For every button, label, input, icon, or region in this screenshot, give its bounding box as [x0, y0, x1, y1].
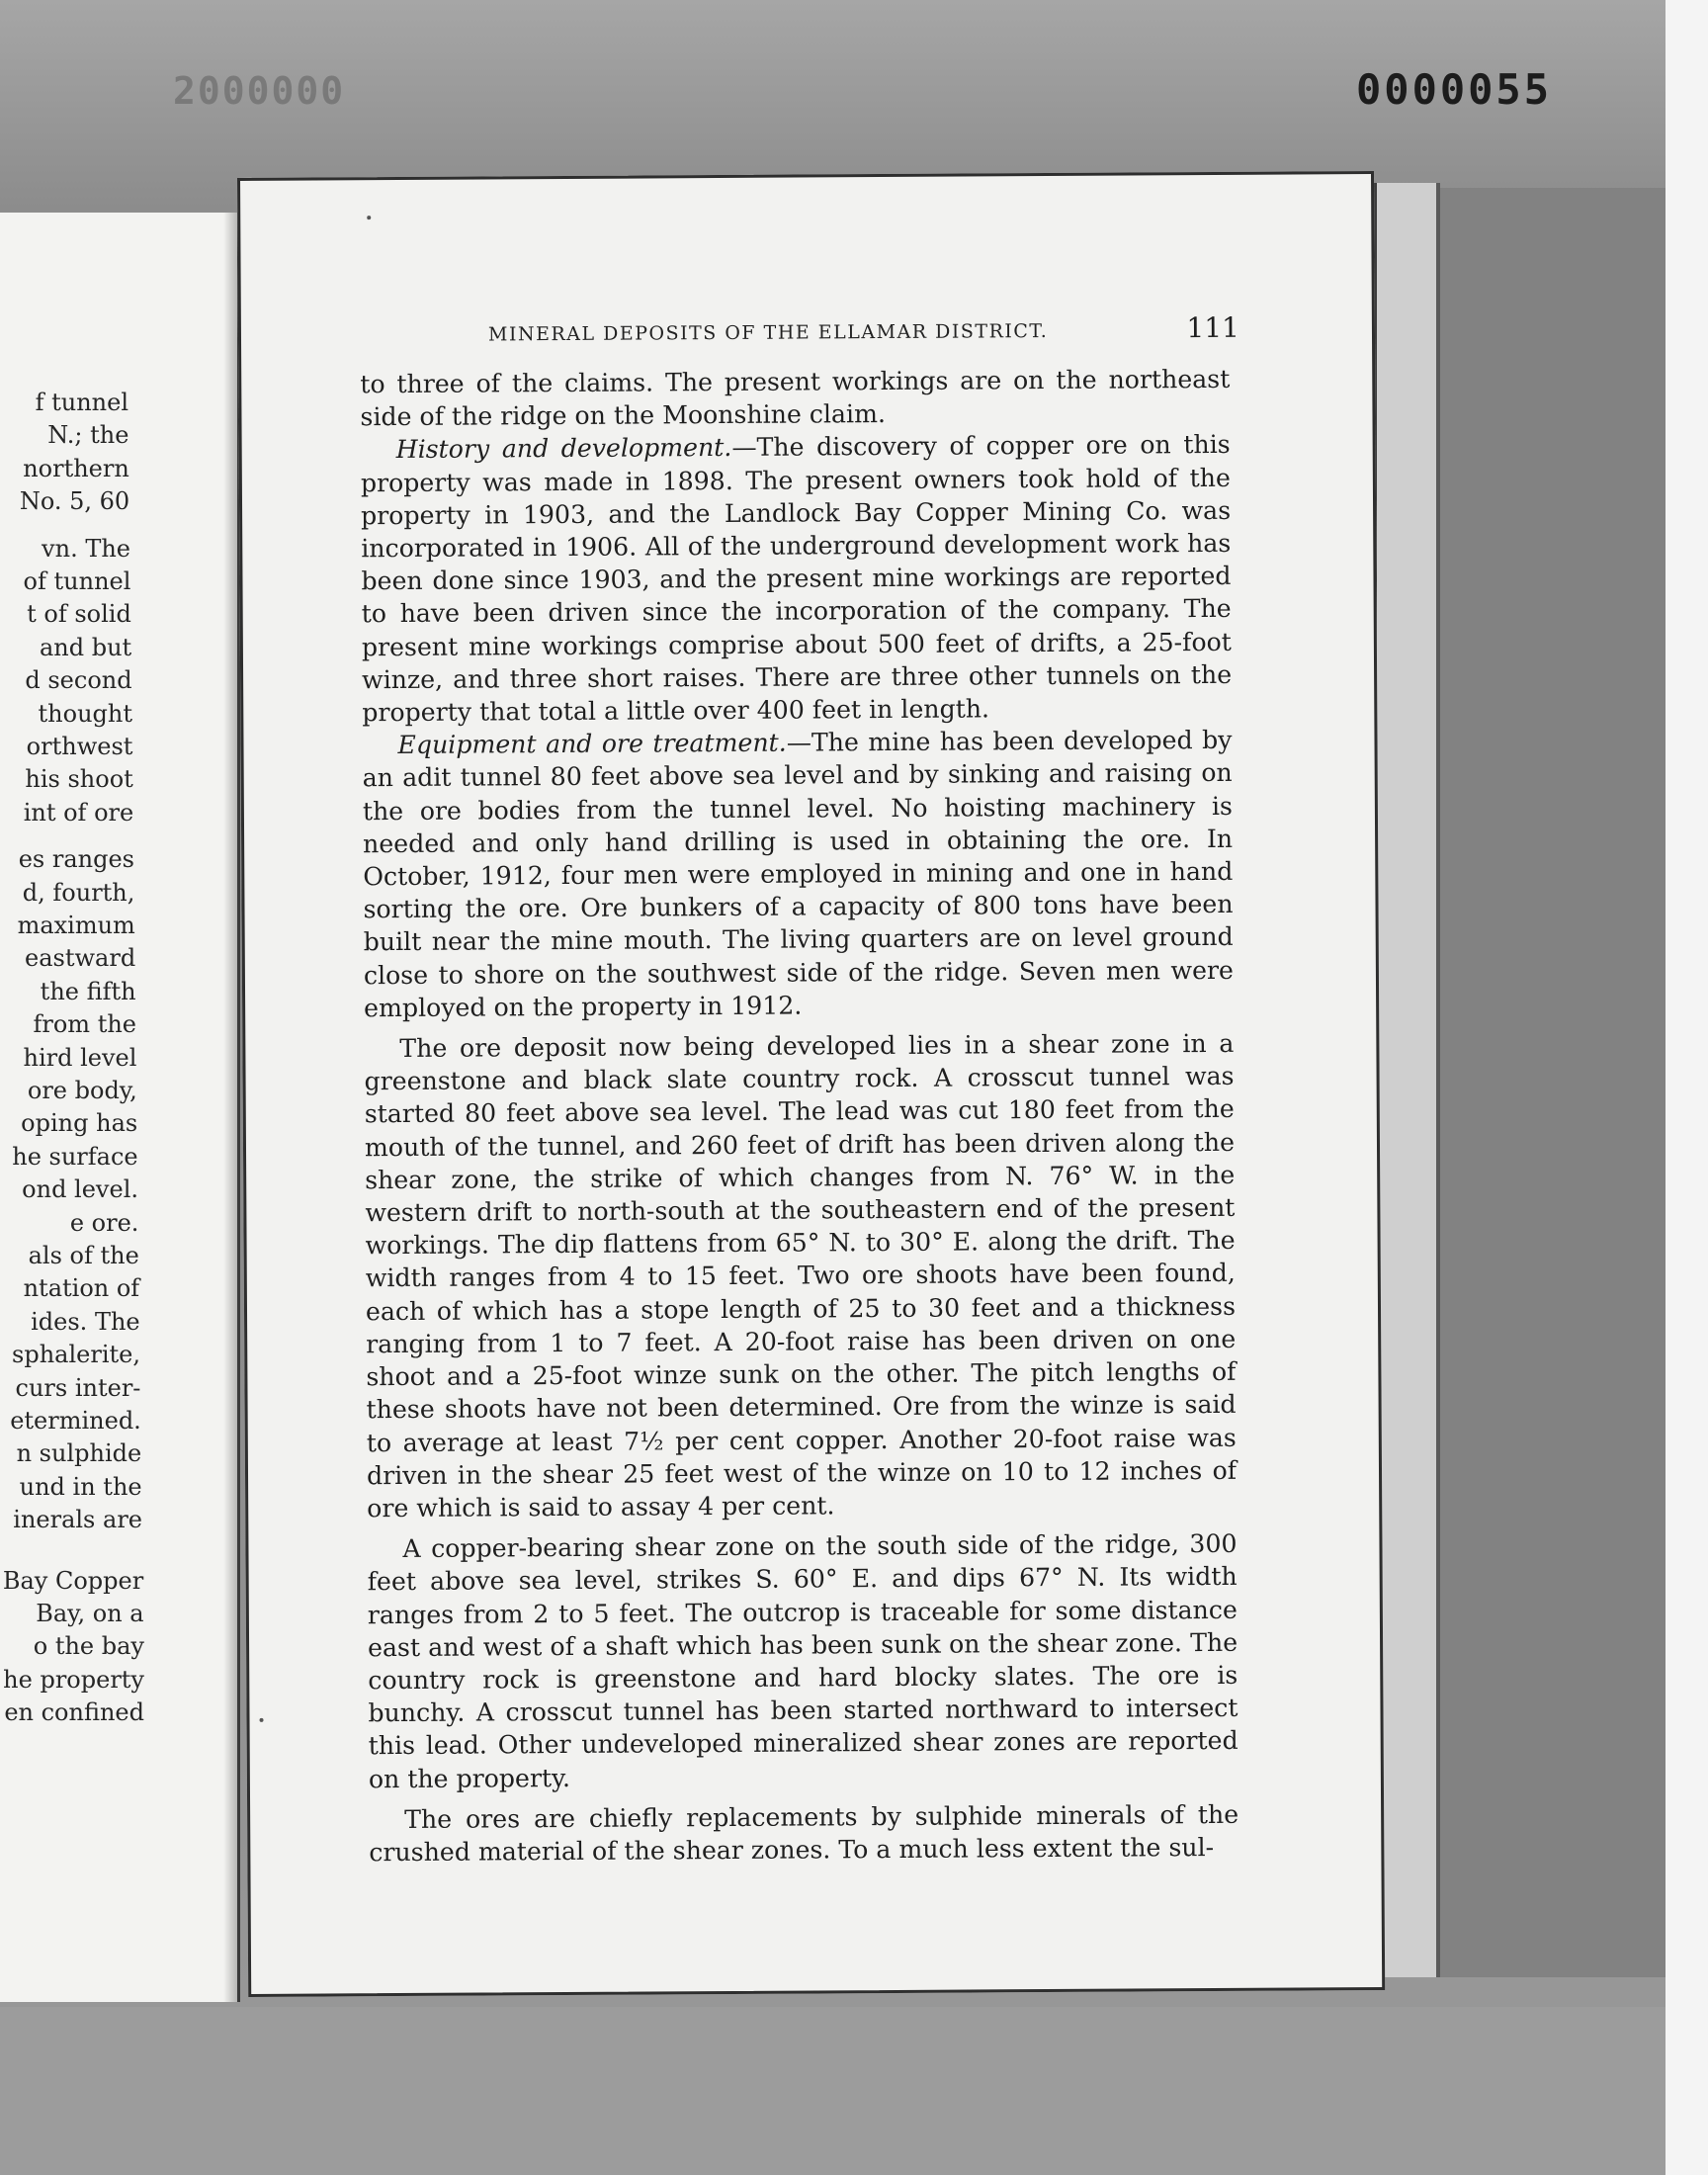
left-page-line: und in the: [19, 1472, 142, 1501]
left-page-line: his shoot: [25, 765, 133, 794]
paragraph-history-body: —The discovery of copper ore on this property was made in 1898. The present owners took hold of the property in 1903, and the Landlock Bay Copper Mining Co. was incorporated in 1906. All of the underground development work has been done since 1903, and the present mine workings are reported to have been driven since the incorporation of the company. The present mine workings comprise about 500 feet of drifts, a 25-foot winze, and three short raises. There are three other tunnels on the property that total a little over 400 feet in length.: [360, 430, 1233, 728]
paragraph-1: to three of the claims. The present workings are on the northeast side of the ridge on the Moonshine claim.: [360, 364, 1231, 432]
left-page-line: f tunnel: [35, 389, 128, 416]
scanner-right-margin: [1665, 0, 1708, 2175]
left-page-line: No. 5, 60: [19, 487, 130, 516]
paragraph-equipment-body: —The mine has been developed by an adit tunnel 80 feet above sea level and by sinking and raising on the ore bodies from the tunnel level. No hoisting machinery is needed and only hand drilling is used in obtaining the ore. In October, 1912, four men were employed in mining and one in hand sorting the ore. Ore bunkers of a capacity of 800 tons have been built near the mine mouth. The living quarters are on level ground close to shore on the southwest side of the ridge. Seven men were employed on the property in 1912.: [362, 726, 1235, 1023]
scan-speck: [260, 1718, 264, 1722]
left-page-line: N.; the: [47, 421, 129, 450]
left-page-line: etermined.: [10, 1407, 141, 1435]
left-page-line: of tunnel: [23, 567, 131, 595]
left-page-line: northern: [23, 454, 129, 482]
page-sequence-stamp: 0000055: [1356, 65, 1553, 114]
faded-page-stamp: 2000000: [173, 69, 346, 113]
left-facing-page: [0, 213, 240, 2002]
left-page-line: he property: [3, 1665, 144, 1694]
left-page-line: inerals are: [13, 1506, 142, 1534]
left-page-line: orthwest: [26, 733, 133, 760]
left-page-line: sphalerite,: [12, 1341, 140, 1369]
scan-speck: [367, 216, 371, 219]
left-page-line: the fifth: [40, 977, 136, 1005]
book-page: [237, 171, 1385, 1997]
running-title: MINERAL DEPOSITS OF THE ELLAMAR DISTRICT.: [487, 319, 1049, 346]
section-heading-history: History and development.: [395, 433, 732, 465]
left-page-line: ond level.: [22, 1175, 138, 1204]
left-page-line: als of the: [28, 1242, 139, 1269]
scanner-bottom-strip: [0, 2007, 1680, 2175]
left-page-line: en confined: [4, 1698, 144, 1727]
left-page-line: ides. The: [31, 1307, 140, 1336]
paragraph-ore-deposit: The ore deposit now being developed lies in a shear zone in a greenstone and black slate country rock. A crosscut tunnel was started 80 feet above sea level. The lead was cut 180 feet from the mouth of the tunnel, and 260 feet of drift has been driven along the shear zone, the strike of which changes from N. 76° W. in the western drift to north-south at the southeastern end of the present workings. The dip flattens from 65° N. to 30° E. along the drift. The width ranges from 4 to 15 feet. Two ore shoots have been found, each of which has a stope length of 25 to 30 feet and a thickness ranging from 1 to 7 feet. A 20-foot raise has been driven on one shoot and a 25-foot winze sunk on the other. The pitch lengths of these shoots have not been determined. Ore from the winze is said to average at least 7½ per cent copper. Another 20-foot raise was driven in the shear 25 feet west of the winze on 10 to 12 inches of ore which is said to assay 4 per cent.: [364, 1028, 1238, 1523]
left-page-line: d second: [25, 666, 132, 695]
left-page-line: int of ore: [23, 798, 134, 826]
book-page-edges: [1374, 183, 1440, 1977]
left-page-line: he surface: [12, 1142, 138, 1171]
left-page-line: thought: [38, 699, 132, 728]
left-page-line: curs inter-: [15, 1373, 141, 1402]
paragraph-ores: The ores are chiefly replacements by sulphide minerals of the crushed material of the shear zones. To a much less extent the sul-: [369, 1799, 1239, 1868]
left-page-line: oping has: [21, 1109, 138, 1138]
left-page-line: Bay Copper: [2, 1566, 144, 1595]
book-cover-shadow: [1433, 188, 1665, 1977]
book-spine-shadow: [223, 213, 237, 2002]
left-page-line: es ranges: [18, 845, 134, 874]
left-page-line: o the bay: [33, 1632, 144, 1661]
left-page-line: d, fourth,: [22, 878, 135, 907]
left-page-line: hird level: [23, 1043, 137, 1072]
left-page-line: vn. The: [42, 534, 130, 563]
left-page-line: Bay, on a: [36, 1600, 144, 1627]
left-page-line: and but: [39, 633, 132, 661]
body-text: [360, 363, 1238, 1869]
paragraph-history: [361, 428, 1233, 729]
left-page-line: from the: [33, 1010, 136, 1039]
paragraph-equipment: [362, 724, 1234, 1024]
running-head: [488, 311, 1239, 356]
left-page-line: ore body,: [27, 1077, 137, 1104]
left-page-line: t of solid: [27, 600, 131, 629]
page-number: 111: [1186, 310, 1240, 345]
paragraph-shear-zone: A copper-bearing shear zone on the south side of the ridge, 300 feet above sea level, strikes S. 60° E. and dips 67° N. Its width ranges from 2 to 5 feet. The outcrop is traceable for some distance east and west of a shaft which has been sunk on the shear zone. The country rock is greenstone and hard blocky slates. The ore is bunchy. A crosscut tunnel has been started northward to intersect this lead. Other undeveloped mineralized shear zones are reported on the property.: [367, 1528, 1238, 1793]
section-heading-equipment: Equipment and ore treatment.: [397, 728, 787, 760]
left-page-line: e ore.: [69, 1208, 139, 1237]
left-page-line: maximum: [17, 912, 135, 939]
left-page-line: n sulphide: [16, 1439, 142, 1468]
left-page-line: ntation of: [23, 1274, 140, 1303]
left-page-line: eastward: [25, 944, 136, 973]
